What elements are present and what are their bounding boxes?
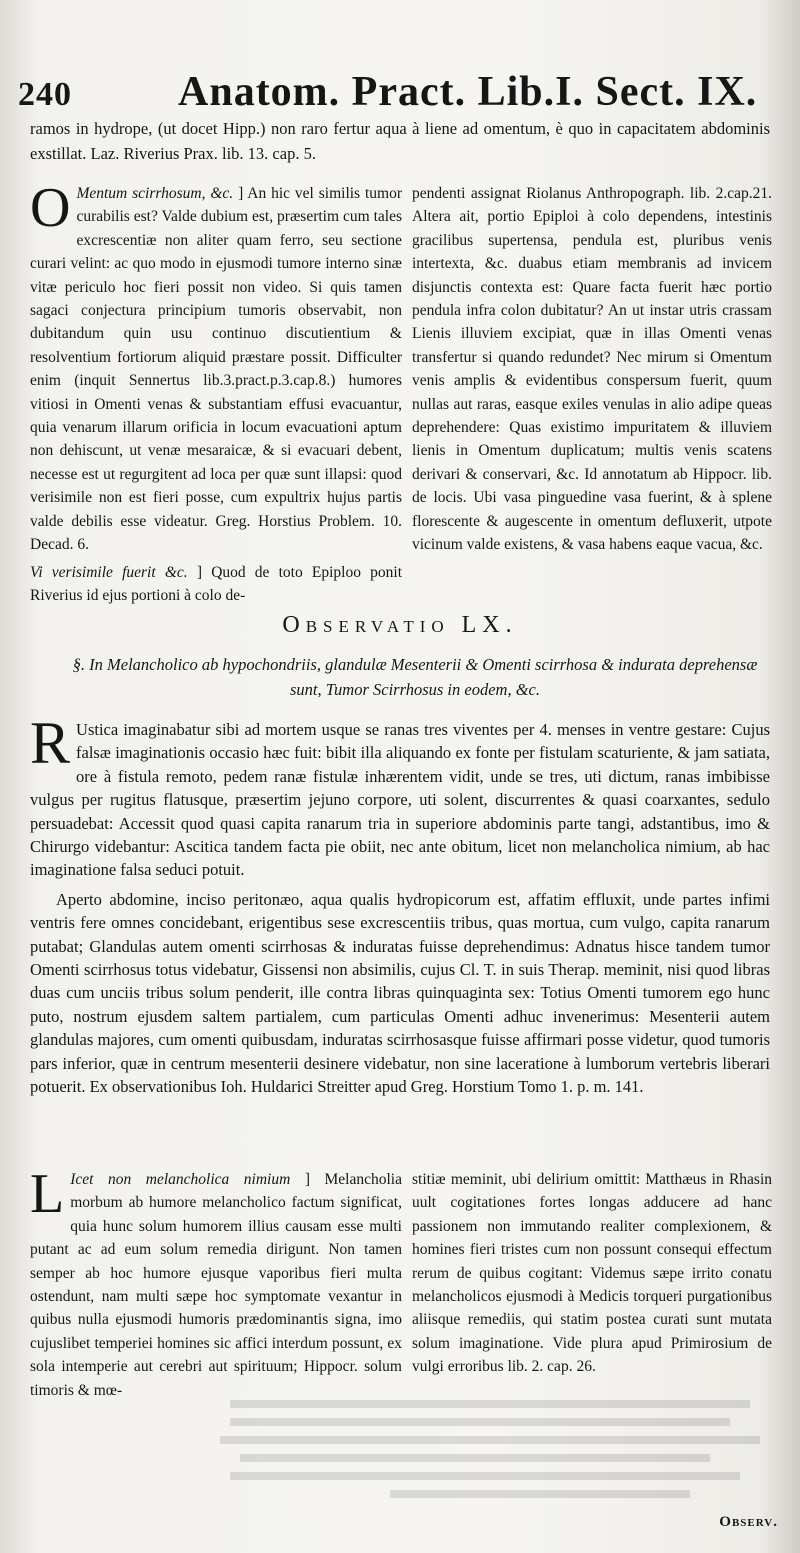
page-header [18, 68, 788, 118]
commentary-omentum [30, 177, 402, 557]
observation-paragraph [30, 710, 770, 882]
right-column-commentary [412, 182, 772, 602]
commentary-text: ] Melancholia morbum ab humore melancholico factum significat, quia hunc solum humorem illius causam esse multi putant ac ad eum solum remedia dirigunt. Non tamen semper ab hoc humore ejusque vaporibus fieri multa ostendunt, nam multi sæpe hoc symptomate vexantur in quibus nulla ejusmodi humoris prædominantis signa, imo cujuslibet temperiei homines sic affici interdum possunt, ex sola intemperie aut cerebri aut spirituum; Hippocr. solum timoris & mœ- [30, 1171, 402, 1399]
observation-title: Observatio LX. [282, 612, 518, 638]
catchword: Observ. [719, 1514, 778, 1530]
drop-cap-initial: O [30, 177, 71, 239]
page-number: 240 [18, 76, 72, 113]
drop-cap-initial: R [30, 710, 71, 776]
paragraph-text: Ustica imaginabatur sibi ad mortem usque se ranas tres viventes per 4. menses in ventre gestare: Cujus falsæ imaginationis occasio hæc fuit: bibit illa aliquando ex fonte per fistulam scaturiente, & jam satiata, ore à fistula remoto, pedem ranæ fistulæ inhærentem vidit, unde se tres, uti dictum, ranas imbibisse vulgus per rugitus flatusque, præsertim jejuno corpore, uti solent, discurrentes & quasi coarxantes, sedulo persuadebat: Accessit quod quasi capita ranarum tria in superiore abdominis parte tangi, adstantibus, imo & Chirurgo videbantur: Ascitica tandem facta pie obiit, nec ante obitum, licet non melancholica nimium, ab hac imaginatione falsa seduci potuit. [30, 720, 770, 880]
right-column-commentary-2 [412, 1168, 772, 1388]
left-column-commentary [30, 177, 403, 604]
running-title: Anatom. Pract. Lib.I. Sect. IX. [178, 69, 758, 115]
commentary-melancholia [30, 1163, 402, 1402]
observation-body [30, 710, 770, 1138]
show-through-bleed [170, 1392, 770, 1512]
commentary-text: stitiæ meminit, ubi delirium omittit: Matthæus in Rhasin uult cogitationes fortes longas adducere ad hanc passionem non immutando realiter complexionem, & homines fieri tristes cum non possunt consequi effectum rerum de quibus cogitant: Videmus sæpe irrito conatu melancholicos ejusmodi à Medicis torqueri purgationibus aliisque remediis, qui statim postea curati sunt mutata solum imaginatione. Vide plura apud Primirosium de vulgi erroribus lib. 2. cap. 26. [412, 1171, 772, 1376]
commentary-text: pendenti assignat Riolanus Anthropograph. lib. 2.cap.21. Altera ait, portio Epiploi à colo dependens, intestinis gracilibus supertensa, pendula est, pluribus venis intertexta, &c. duabus etiam membranis ad invicem disjunctis contexta est: Quare facta fuerit hæc portio pendula infra colon dubitatur? An ut instar utris crassam Lienis illuviem excipiat, quæ in illas Omenti venas transfertur si quando redundet? Nec mirum si Omentum venis amplis & evidentibus conspersum fuerit, quum nullas aut raras, easque exiles venulas in alio adipe queas deprehendere: Quas existimo impuritatem & illuviem lienis in Omentum duplicatum; multis venis scatens derivari & conservari, &c. Id annotatum ab Hippocr. lib. de locis. Ubi vasa pinguedine vasa fuerint, & à splene florescente & augescente in omentum defluxerit, utpote vicinum valde existens, & vasa habens eaque vacua, &c. [412, 185, 772, 554]
lemma: Vi verisimile fuerit &c. [30, 563, 188, 581]
bleed-texture [170, 1392, 770, 1512]
lemma: Mentum scirrhosum, &c. [76, 185, 234, 202]
carry-over-paragraph: ramos in hydrope, (ut docet Hipp.) non raro fertur aqua à liene ad omentum, è quo in capacitatem abdominis exstillat. Laz. Riverius Prax. lib. 13. cap. 5. [30, 119, 770, 163]
lemma: Icet non melancholica nimium [70, 1171, 291, 1188]
observation-summary: §. In Melancholico ab hypochondriis, glandulæ Mesenterii & Omenti scirrhosa & indurata deprehensæ sunt, Tumor Scirrhosus in eodem, &c. [72, 655, 758, 699]
left-column-commentary-2 [30, 1163, 402, 1399]
commentary-text: ] An hic vel similis tumor curabilis est? Valde dubium est, præsertim cum tales excrescentiæ non aliter quam ferro, seu sectione curari velint: ac quo modo in ejusmodi tumore interno sinæ vitæ periculo hoc fieri possit non video. Si quis tamen sagaci conjectura principium tumoris observabit, non dubitandum quin usu continuo discutientium & resolventium fortiorum aliquid præstare possit. Difficulter enim (inquit Sennertus lib.3.pract.p.3.cap.8.) humores vitiosi in Omenti venas & substantiam effusi evacuantur, quia venarum illarum orificia in locum evacuationi aptum non dehiscunt, ut venæ mesaraicæ, & si evacuari debent, necesse est ut regurgitent ad loca per quæ sunt illapsi: quod verisimile non est fieri posse, cum expultrix hujus partis valde debilis esse videatur. Greg. Horstius Problem. 10. Decad. 6. [30, 185, 402, 554]
observation-paragraph: Aperto abdomine, inciso peritonæo, aqua qualis hydropicorum est, affatim effluxit, unde partes infimi ventris fere omnes concidebant, erigentibus sese excrescentiis tribus, quas mortua, cum vulgo, capita ranarum putabat; Glandulas autem omenti scirrhosas & induratas fuisse deprehendimus: Adnatus hisce tandem tumor Omenti scirrhosus totus videbatur, Gissensi non absimilis, cujus Cl. T. in suis Therap. meminit, nisi quod libras duas cum unciis tribus solum penderit, ille contra libras quinquaginta sex: Totius Omenti tumorem ego hunc puto, nostrum ejusdem saltem partialem, cum particulas Omenti adhuc invenerimus: Mesenterii autem glandulas majores, cum omenti quibusdam, induratas scirrhosasque fuisse affirmari posse videtur, quod tumoris pars inferior, quæ in centrum mesenterii desinere videbatur, non sine laceratione à lumborum vertebris liberari potuerit. Ex observationibus Ioh. Huldarici Streitter apud Greg. Horstium Tomo 1. p. m. 141. [30, 889, 770, 1097]
commentary-text: ] Quod de toto Epiploo ponit Riverius id ejus portioni à colo de- [30, 563, 403, 604]
drop-cap-initial: L [30, 1163, 65, 1225]
commentary-verisimile [30, 561, 402, 608]
